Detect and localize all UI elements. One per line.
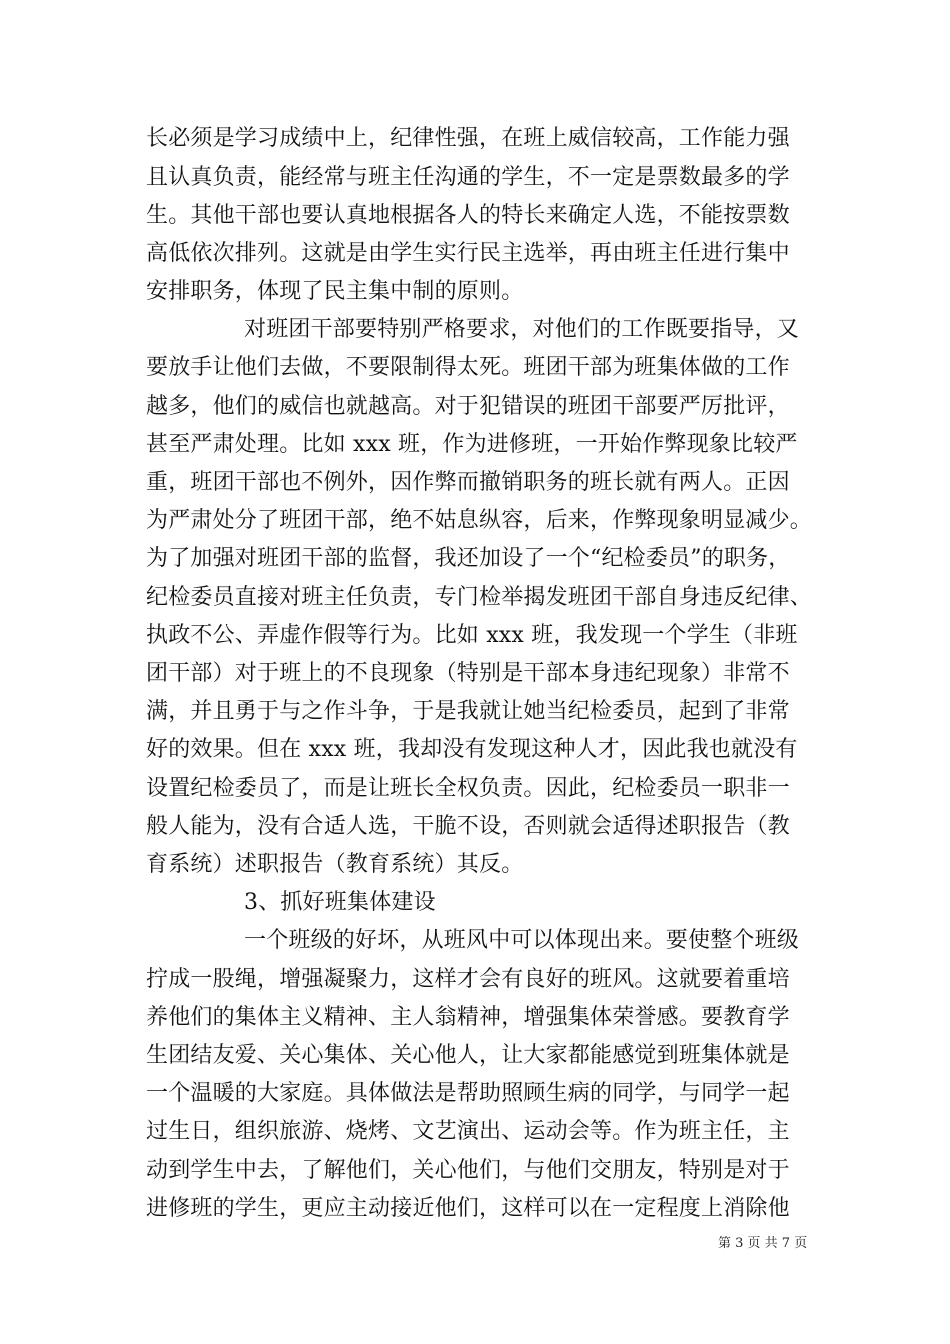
text-line: 长必须是学习成绩中上，纪律性强，在班上威信较高，工作能力强	[146, 126, 790, 151]
page-number-footer: 第 3 页 共 7 页	[718, 1236, 808, 1251]
text-line: 育系统）述职报告（教育系统）其反。	[146, 852, 524, 877]
text-line: 生团结友爱、关心集体、关心他人，让大家都能感觉到班集体就是	[146, 1043, 790, 1068]
text-line: 好的效果。但在 xxx 班，我却没有发现这种人才，因此我也就没有	[146, 737, 798, 762]
text-line: 纪检委员直接对班主任负责，专门检举揭发班团干部自身违反纪律、	[146, 585, 813, 610]
text-line: 要放手让他们去做，不要限制得太死。班团干部为班集体做的工作	[146, 355, 790, 380]
text-line: 为了加强对班团干部的监督，我还加设了一个“纪检委员”的职务，	[146, 546, 791, 571]
text-line: 养他们的集体主义精神、主人翁精神，增强集体荣誉感。要教育学	[146, 1005, 790, 1030]
text-line: 执政不公、弄虚作假等行为。比如 xxx 班，我发现一个学生（非班	[146, 623, 798, 648]
section-heading: 3、抓好班集体建设	[244, 890, 436, 915]
text-line: 动到学生中去，了解他们，关心他们，与他们交朋友，特别是对于	[146, 1158, 790, 1183]
text-line: 高低依次排列。这就是由学生实行民主选举，再由班主任进行集中	[146, 241, 790, 266]
text-line: 进修班的学生，更应主动接近他们，这样可以在一定程度上消除他	[146, 1196, 790, 1221]
text-line: 越多，他们的威信也就越高。对于犯错误的班团干部要严厉批评，	[146, 394, 790, 419]
text-line: 一个温暖的大家庭。具体做法是帮助照顾生病的同学，与同学一起	[146, 1081, 790, 1106]
text-line: 般人能为，没有合适人选，干脆不设，否则就会适得述职报告（教	[146, 814, 790, 839]
text-line-indented: 对班团干部要特别严格要求，对他们的工作既要指导，又	[244, 317, 800, 342]
text-line: 团干部）对于班上的不良现象（特别是干部本身违纪现象）非常不	[146, 661, 790, 686]
text-line: 安排职务，体现了民主集中制的原则。	[146, 279, 524, 304]
text-line: 且认真负责，能经常与班主任沟通的学生，不一定是票数最多的学	[146, 165, 790, 190]
text-line: 过生日，组织旅游、烧烤、文艺演出、运动会等。作为班主任，主	[146, 1119, 790, 1144]
text-line: 满，并且勇于与之作斗争，于是我就让她当纪检委员，起到了非常	[146, 699, 790, 724]
text-line: 重，班团干部也不例外，因作弊而撤销职务的班长就有两人。正因	[146, 470, 790, 495]
text-line: 设置纪检委员了，而是让班长全权负责。因此，纪检委员一职非一	[146, 776, 790, 801]
text-line-indented: 一个班级的好坏，从班风中可以体现出来。要使整个班级	[244, 928, 800, 953]
text-line: 拧成一股绳，增强凝聚力，这样才会有良好的班风。这就要着重培	[146, 967, 790, 992]
text-line: 生。其他干部也要认真地根据各人的特长来确定人选，不能按票数	[146, 203, 790, 228]
text-line: 甚至严肃处理。比如 xxx 班，作为进修班，一开始作弊现象比较严	[146, 432, 798, 457]
text-line: 为严肃处分了班团干部，绝不姑息纵容，后来，作弊现象明显减少。	[146, 508, 813, 533]
